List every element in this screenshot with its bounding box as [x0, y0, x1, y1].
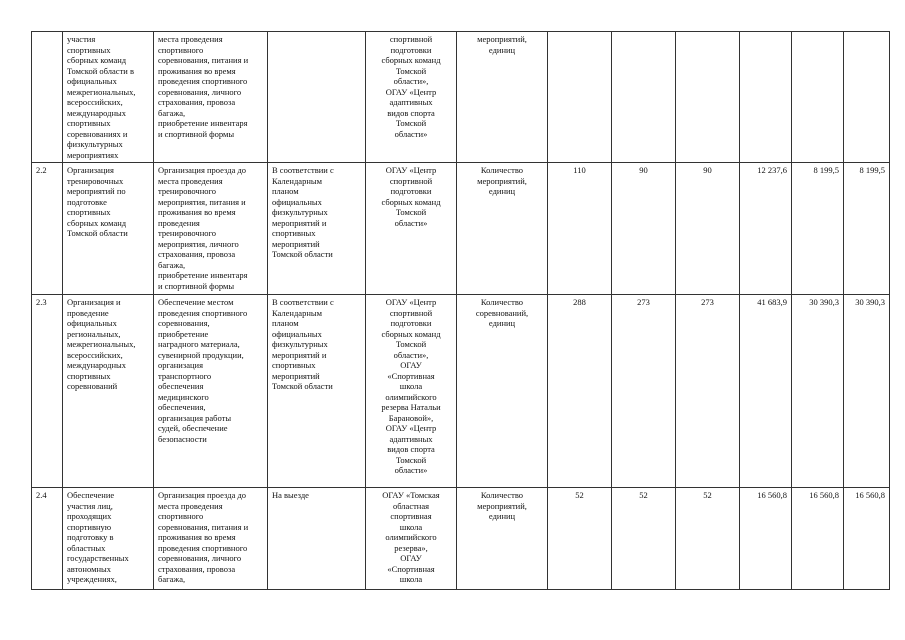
row-number: 2.4 [32, 488, 63, 590]
table-row [32, 295, 890, 488]
event-content: Обеспечение местом проведения спортивного соревнования, приобретение наградного материала, сувенирной продукции, организация транспортного обеспечения медицинского обеспечения, организация работы судей, обеспечение безопасности [154, 295, 268, 488]
event-content: Организация проезда до места проведения тренировочного мероприятия, питания и проживания во время проведения тренировочного мероприятия, личного страхования, провоза багажа, приобретение инвентаря и спортивной формы [154, 163, 268, 295]
table-row [32, 488, 890, 590]
event-indicator: Количество соревнований, единиц [457, 295, 548, 488]
value-5: 16 560,8 [792, 488, 844, 590]
value-2: 52 [612, 488, 676, 590]
value-3: 90 [676, 163, 740, 295]
value-3: 52 [676, 488, 740, 590]
table-row [32, 32, 890, 163]
event-basis [268, 32, 366, 163]
value-5: 30 390,3 [792, 295, 844, 488]
event-indicator: мероприятий, единиц [457, 32, 548, 163]
value-4 [740, 32, 792, 163]
event-name: Организация и проведение официальных региональных, межрегиональных, всероссийских, международных спортивных соревнований [63, 295, 154, 488]
row-number: 2.2 [32, 163, 63, 295]
value-3 [676, 32, 740, 163]
value-1 [548, 32, 612, 163]
value-5: 8 199,5 [792, 163, 844, 295]
value-1: 110 [548, 163, 612, 295]
row-number [32, 32, 63, 163]
event-indicator: Количество мероприятий, единиц [457, 488, 548, 590]
program-table [31, 31, 890, 590]
value-6: 30 390,3 [844, 295, 890, 488]
value-4: 41 683,9 [740, 295, 792, 488]
value-1: 288 [548, 295, 612, 488]
value-6: 8 199,5 [844, 163, 890, 295]
value-2 [612, 32, 676, 163]
event-basis: В соответствии с Календарным планом официальных физкультурных мероприятий и спортивных мероприятий Томской области [268, 163, 366, 295]
event-basis: На выезде [268, 488, 366, 590]
value-6: 16 560,8 [844, 488, 890, 590]
event-name: Организация тренировочных мероприятий по подготовке спортивных сборных команд Томской области [63, 163, 154, 295]
row-number: 2.3 [32, 295, 63, 488]
event-content: места проведения спортивного соревнования, питания и проживания во время проведения спортивного соревнования, личного страхования, провоза багажа, приобретение инвентаря и спортивной формы [154, 32, 268, 163]
table-row [32, 163, 890, 295]
event-indicator: Количество мероприятий, единиц [457, 163, 548, 295]
value-6 [844, 32, 890, 163]
value-5 [792, 32, 844, 163]
value-2: 273 [612, 295, 676, 488]
value-1: 52 [548, 488, 612, 590]
event-executor: ОГАУ «Томская областная спортивная школа олимпийского резерва», ОГАУ «Спортивная школа [366, 488, 457, 590]
event-basis: В соответствии с Календарным планом официальных физкультурных мероприятий и спортивных мероприятий Томской области [268, 295, 366, 488]
event-name: Обеспечение участия лиц, проходящих спортивную подготовку в областных государственных автономных учреждениях, [63, 488, 154, 590]
event-executor: спортивной подготовки сборных команд Томской области», ОГАУ «Центр адаптивных видов спорта Томской области» [366, 32, 457, 163]
event-name: участия спортивных сборных команд Томской области в официальных межрегиональных, всероссийских, международных спортивных соревнованиях и физкультурных мероприятиях [63, 32, 154, 163]
value-4: 16 560,8 [740, 488, 792, 590]
value-3: 273 [676, 295, 740, 488]
value-2: 90 [612, 163, 676, 295]
event-executor: ОГАУ «Центр спортивной подготовки сборных команд Томской области» [366, 163, 457, 295]
value-4: 12 237,6 [740, 163, 792, 295]
event-content: Организация проезда до места проведения спортивного соревнования, питания и проживания во время проведения спортивного соревнования, личного страхования, провоза багажа, [154, 488, 268, 590]
event-executor: ОГАУ «Центр спортивной подготовки сборных команд Томской области», ОГАУ «Спортивная школа олимпийского резерва Натальи Барановой», ОГАУ «Центр адаптивных видов спорта Томской области» [366, 295, 457, 488]
